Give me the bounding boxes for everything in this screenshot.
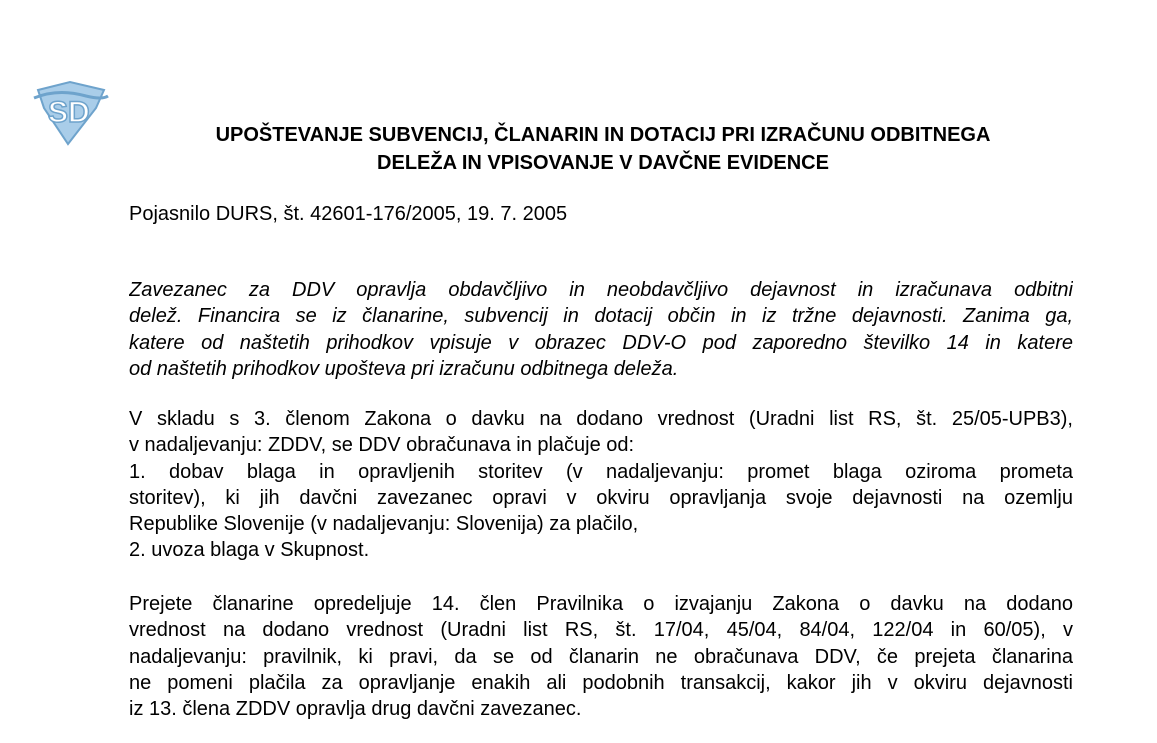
paragraph-line: od naštetih prihodkov upošteva pri izračunu odbitnega deleža. [129, 357, 679, 380]
paragraph-line: 2. uvoza blaga v Skupnost. [129, 539, 370, 562]
paragraph-line: 1. dobav blaga in opravljenih storitev (v nadaljevanju: promet blaga oziroma prometa [129, 460, 1073, 483]
paragraph-line: Republike Slovenije (v nadaljevanju: Slovenija) za plačilo, [129, 513, 639, 536]
logo-letters: SD [48, 96, 90, 129]
paragraph-line: delež. Financira se iz članarine, subvencij in dotacij občin in iz tržne dejavnosti. Zanima ga, [129, 305, 1073, 328]
paragraph-line: katere od naštetih prihodkov vpisuje v obrazec DDV-O pod zaporedno številko 14 in katere [129, 331, 1073, 354]
paragraph-line: iz 13. člena ZDDV opravlja drug davčni zavezanec. [129, 698, 582, 721]
paragraph-line: V skladu s 3. členom Zakona o davku na dodano vrednost (Uradni list RS, št. 25/05-UPB3), [129, 408, 1073, 430]
paragraph-line: Prejete članarine opredeljuje 14. člen Pravilnika o izvajanju Zakona o davku na dodano [129, 593, 1073, 615]
question-paragraph [129, 277, 1073, 382]
logo-shield-icon [28, 78, 112, 150]
source-reference: Pojasnilo DURS, št. 42601-176/2005, 19. 7. 2005 [129, 203, 568, 225]
paragraph-line: Zavezanec za DDV opravlja obdavčljivo in neobdavčljivo dejavnost in izračunava odbitni [129, 279, 1073, 301]
title-line: UPOŠTEVANJE SUBVENCIJ, ČLANARIN IN DOTACIJ PRI IZRAČUNU ODBITNEGA [215, 124, 991, 146]
paragraph-line: vrednost na dodano vrednost (Uradni list RS, št. 17/04, 45/04, 84/04, 122/04 in 60/05), v [129, 619, 1073, 642]
membership-fees-paragraph [129, 591, 1073, 722]
title-line: DELEŽA IN VPISOVANJE V DAVČNE EVIDENCE [377, 152, 829, 174]
paragraph-line: nadaljevanju: pravilnik, ki pravi, da se od članarin ne obračunava DDV, če prejeta članarina [129, 645, 1073, 668]
logo [28, 78, 112, 150]
paragraph-line: v nadaljevanju: ZDDV, se DDV obračunava in plačuje od: [129, 434, 635, 457]
paragraph-line: ne pomeni plačila za opravljanje enakih ali podobnih transakcij, kakor jih v okviru dejavnosti [129, 671, 1073, 694]
paragraph-line: storitev), ki jih davčni zavezanec opravi v okviru opravljanja svoje dejavnosti na ozemlju [129, 486, 1073, 509]
document-title [140, 121, 1066, 177]
legal-basis-paragraph [129, 406, 1073, 564]
